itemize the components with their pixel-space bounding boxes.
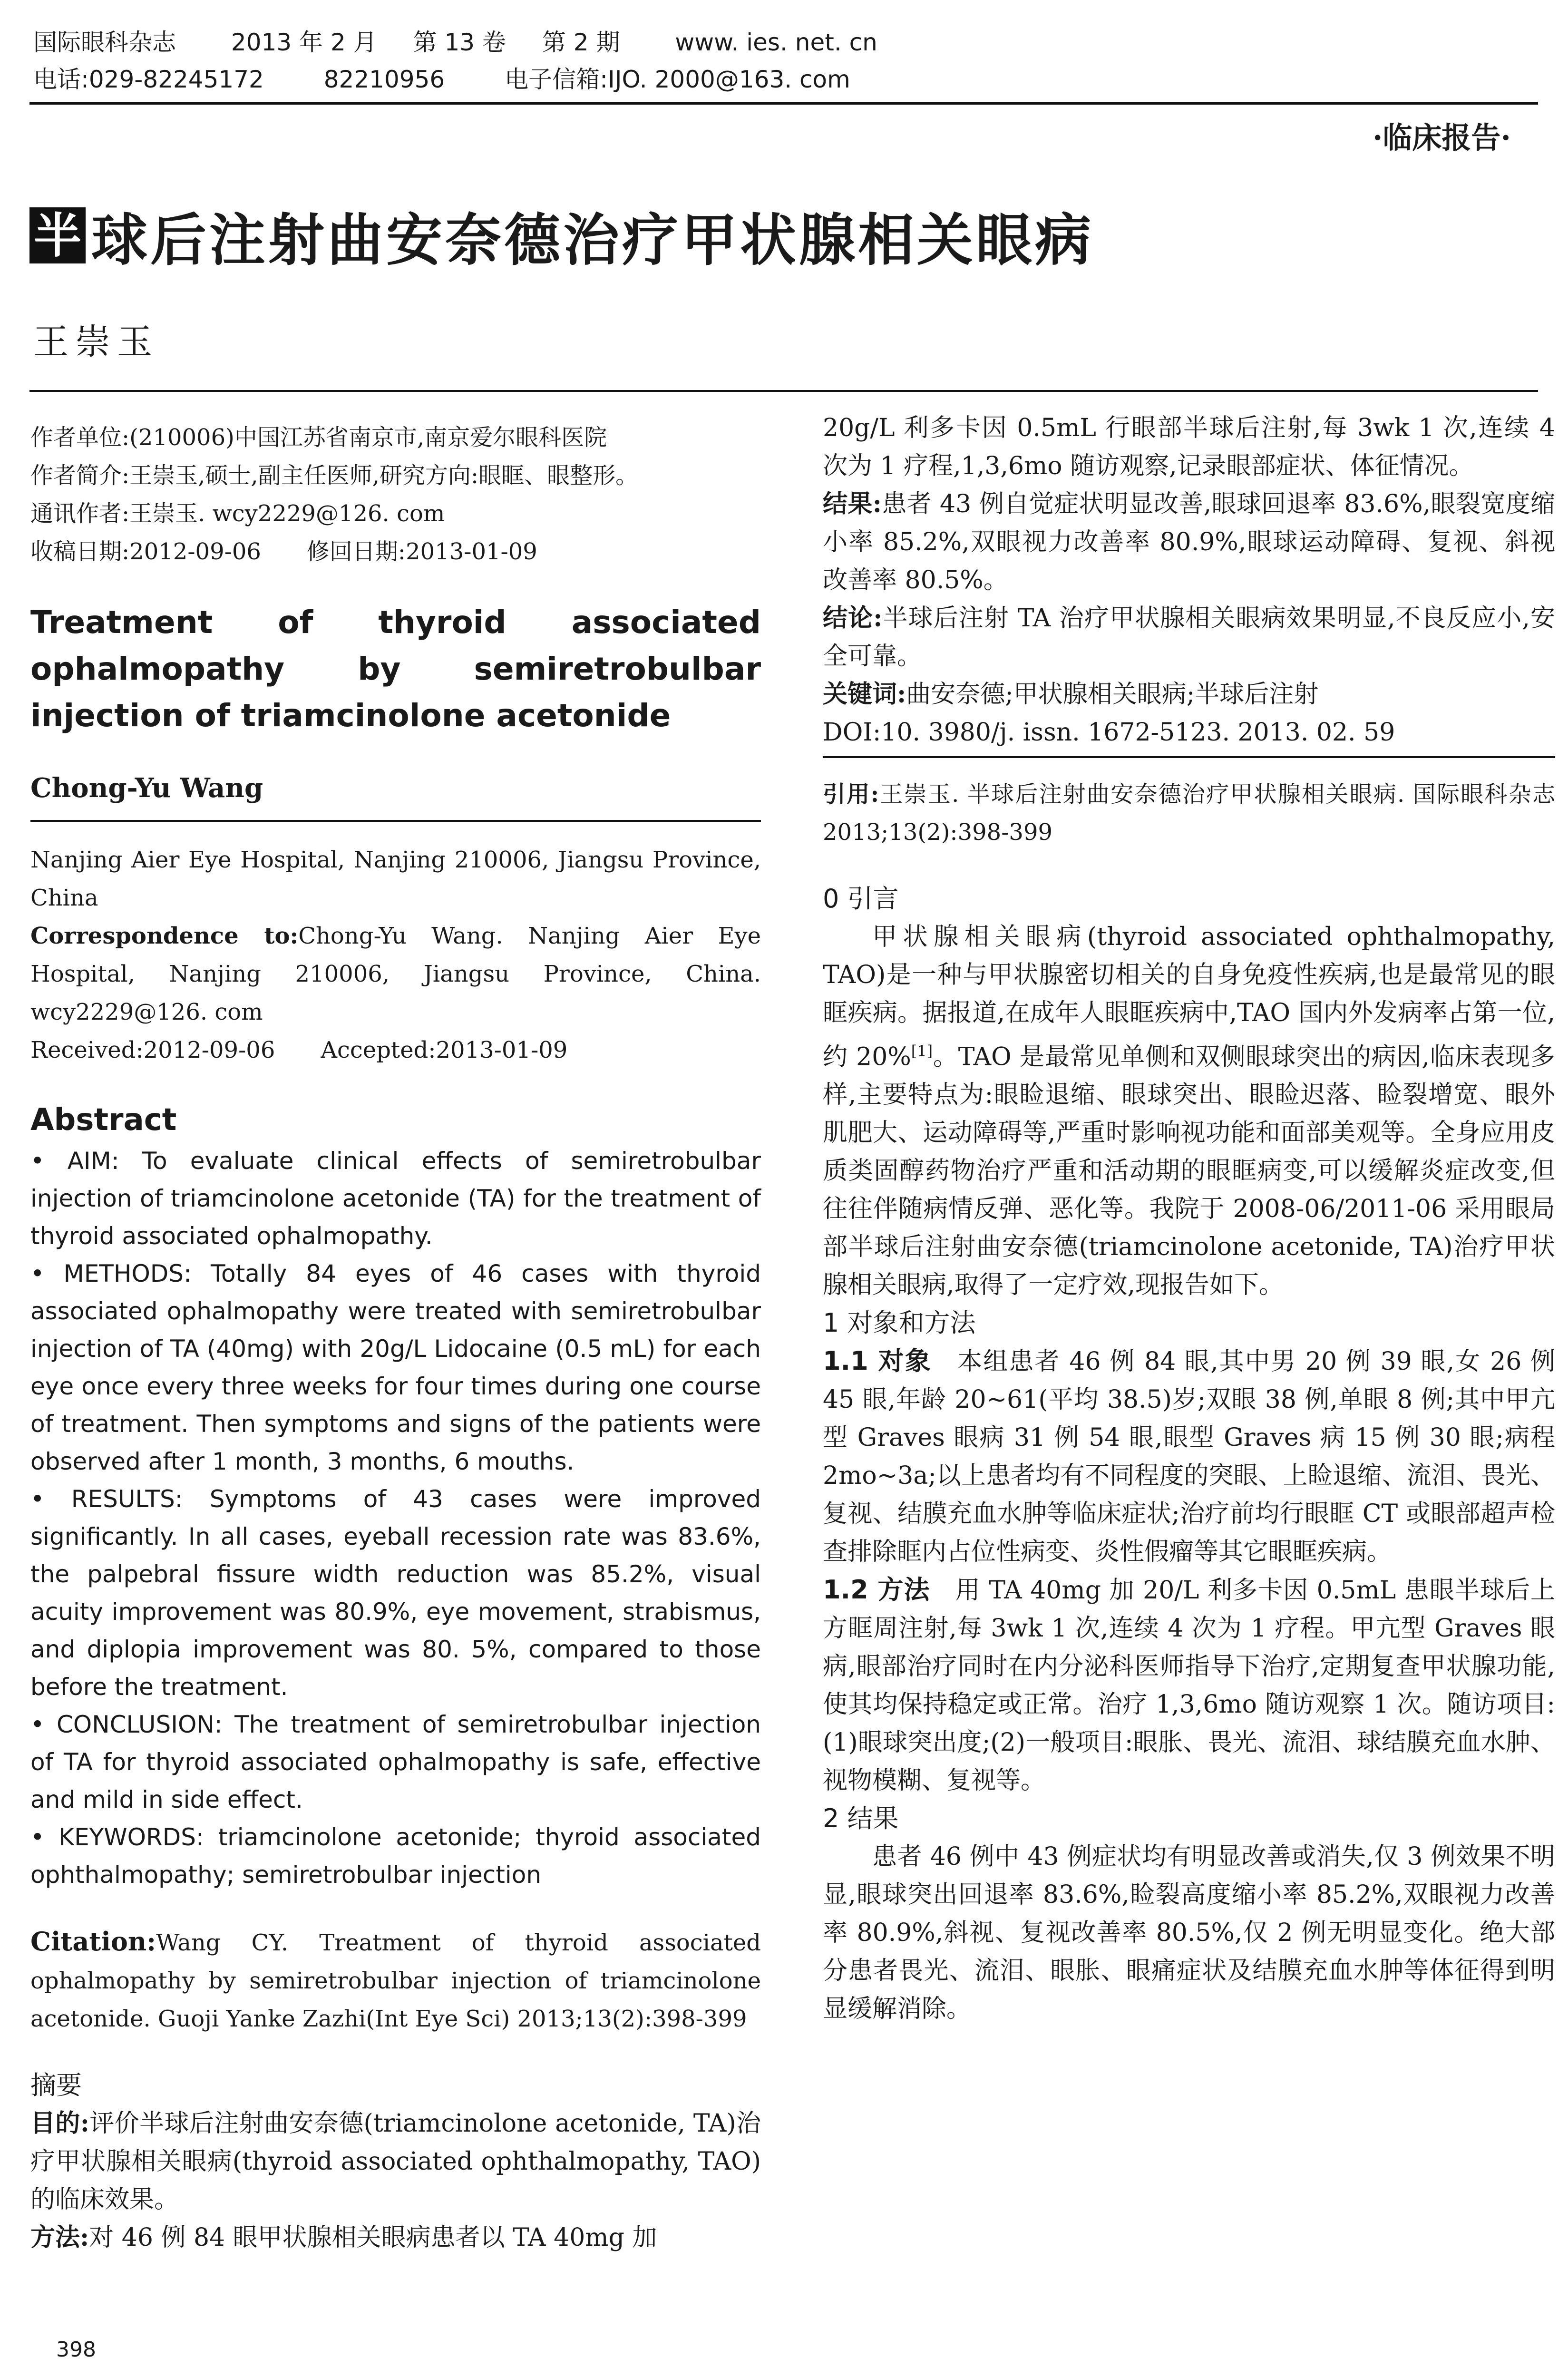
corresponding-author-cn: 通讯作者:王崇玉. wcy2229@126. com: [30, 500, 445, 527]
header-line-1: [33, 24, 1536, 61]
issue-number: 第 2 期: [542, 29, 620, 56]
header-rule: [29, 102, 1538, 105]
header-line-2: [33, 61, 1536, 98]
article-title: [29, 195, 1094, 276]
chinese-abstract-aim: [30, 2104, 761, 2219]
section-1-1: [823, 1342, 1555, 1571]
chinese-abstract-heading: 摘要: [30, 2070, 82, 2100]
author-bio-cn: 作者简介:王崇玉,硕士,副主任医师,研究方向:眼眶、眼整形。: [30, 462, 639, 489]
conclusion-label: 结论:: [823, 604, 883, 633]
received-accepted-en: Received:2012-09-06 Accepted:2013-01-09: [30, 1037, 568, 1063]
keywords-label: 关键词:: [823, 680, 906, 709]
conclusion-text: 半球后注射 TA 治疗甲状腺相关眼病效果明显,不良反应小,安全可靠。: [823, 604, 1555, 671]
correspondence-label: Correspondence to:: [30, 923, 299, 949]
chinese-abstract-method-cont: 20g/L 利多卡因 0.5mL 行眼部半球后注射,每 3wk 1 次,连续 4 次为 1 疗程,1,3,6mo 随访观察,记录眼部症状、体征情况。: [823, 414, 1555, 480]
citation-label: Citation:: [30, 1926, 156, 1957]
title-rule: [29, 390, 1538, 392]
chinese-abstract-result: [823, 485, 1555, 599]
citation-en: [30, 1922, 761, 2038]
journal-header: [33, 24, 1536, 98]
cite-text: 王崇玉. 半球后注射曲安奈德治疗甲状腺相关眼病. 国际眼科杂志 2013;13(2):398-399: [823, 781, 1555, 846]
result-text: 患者 43 例自觉症状明显改善,眼球回退率 83.6%,眼裂宽度缩小率 85.2%,双眼视力改善率 80.9%,眼球运动障碍、复视、斜视改善率 80.5%。: [823, 490, 1555, 594]
author-affiliation-cn: 作者单位:(210006)中国江苏省南京市,南京爱尔眼科医院: [30, 424, 607, 451]
citation-cn: [823, 775, 1555, 851]
section-2-text: 患者 46 例中 43 例症状均有明显改善或消失,仅 3 例效果不明显,眼球突出回退率 83.6%,睑裂高度缩小率 85.2%,双眼视力改善率 80.9%,斜视、复视改善率 80.5%,仅 2 例无明显变化。绝大部分患者畏光、流泪、眼胀、眼痛症状及结膜充血水肿等体征得到明显缓解消除。: [823, 1842, 1555, 2024]
chinese-abstract-conclusion: [823, 599, 1555, 675]
title-drop-cap: 半: [29, 207, 86, 263]
abstract-conclusion: • CONCLUSION: The treatment of semiretrobulbar injection of TA for thyroid associated ophalmopathy is safe, effective and mild in side effect.: [30, 1711, 761, 1813]
method-label: 方法:: [30, 2223, 89, 2252]
reference-marker: [1]: [911, 1042, 933, 1060]
intro-text-1: 甲状腺相关眼病(thyroid associated ophthalmopathy, TAO)是一种与甲状腺密切相关的自身免疫性疾病,也是最常见的眼眶疾病。据报道,在成年人眼眶疾病中,TAO 国内外发病率占第一位,约 20%: [823, 923, 1555, 1072]
section-tag: ·临床报告·: [1372, 120, 1511, 155]
section-1-2-label: 1.2 方法: [823, 1575, 930, 1605]
english-affiliation: Nanjing Aier Eye Hospital, Nanjing 210006, Jiangsu Province, China: [30, 847, 761, 911]
journal-phone-2: 82210956: [323, 66, 445, 93]
doi: DOI:10. 3980/j. issn. 1672-5123. 2013. 02. 59: [823, 718, 1395, 747]
section-1-2-text: 用 TA 40mg 加 20/L 利多卡因 0.5mL 患眼半球后上方眶周注射,每 3wk 1 次,连续 4 次为 1 疗程。甲亢型 Graves 眼病,眼部治疗同时在内分泌科医师指导下治疗,定期复查甲状腺功能,使其均保持稳定或正常。治疗 1,3,6mo 随访观察 1 次。随访项目:(1)眼球突出度;(2)一般项目:眼胀、畏光、流泪、球结膜充血水肿、视物模糊、复视等。: [823, 1576, 1555, 1795]
aim-label: 目的:: [30, 2109, 89, 2138]
correspondence-text: Chong-Yu Wang. Nanjing Aier Eye Hospital, Nanjing 210006, Jiangsu Province, China. wcy2229@126. com: [30, 923, 761, 1025]
section-1-1-label: 1.1 对象: [823, 1346, 932, 1376]
title-text: 球后注射曲安奈德治疗甲状腺相关眼病: [91, 207, 1094, 273]
chinese-abstract-method: [30, 2219, 761, 2257]
journal-website: www. ies. net. cn: [675, 29, 877, 56]
abstract-results: • RESULTS: Symptoms of 43 cases were improved significantly. In all cases, eyeball recession rate was 83.6%, the palpebral fissure width reduction was 85.2%, visual acuity improvement was 80.9%, eye movement, strabismus, and diplopia improvement was 80. 5%, compared to those before the treatment.: [30, 1485, 761, 1701]
journal-phone: 电话:029-82245172: [33, 66, 264, 93]
issue-date: 2013 年 2 月: [231, 29, 377, 56]
intro-paragraph: [823, 918, 1555, 1304]
section-1-2: [823, 1571, 1555, 1800]
author-chinese: 王崇玉: [33, 321, 159, 362]
volume: 第 13 卷: [413, 29, 506, 56]
abstract-methods: • METHODS: Totally 84 eyes of 46 cases with thyroid associated ophalmopathy were treated with semiretrobulbar injection of TA (40mg) with 20g/L Lidocaine (0.5 mL) for each eye once every three weeks for four times during one course of treatment. Then symptoms and signs of the patients were observed after 1 month, 3 months, 6 mouths.: [30, 1260, 761, 1475]
journal-name: 国际眼科杂志: [33, 29, 176, 56]
left-column: [30, 404, 761, 2257]
english-author: Chong-Yu Wang: [30, 772, 263, 804]
english-title: Treatment of thyroid associated ophalmopathy by semiretrobulbar injection of triamcinolone acetonide: [30, 604, 761, 734]
abstract-aim: • AIM: To evaluate clinical effects of semiretrobulbar injection of triamcinolone acetonide (TA) for the treatment of thyroid associated ophalmopathy.: [30, 1147, 761, 1250]
english-correspondence: [30, 917, 761, 1031]
intro-text-2: 。TAO 是最常见单侧和双侧眼球突出的病因,临床表现多样,主要特点为:眼睑退缩、眼球突出、眼睑迟落、睑裂增宽、眼外肌肥大、运动障碍等,严重时影响视功能和面部美观等。全身应用皮质类固醇药物治疗严重和活动期的眼眶病变,可以缓解炎症改变,但往往伴随病情反弹、恶化等。我院于 2008-06/2011-06 采用眼局部半球后注射曲安奈德(triamcinolone acetonide, TA)治疗甲状腺相关眼病,取得了一定疗效,现报告如下。: [823, 1042, 1555, 1300]
keywords-text: 曲安奈德;甲状腺相关眼病;半球后注射: [906, 680, 1319, 709]
journal-email: 电子信箱:IJO. 2000@163. com: [505, 66, 850, 93]
chinese-keywords: [823, 675, 1555, 713]
method-text: 对 46 例 84 眼甲状腺相关眼病患者以 TA 40mg 加: [89, 2223, 657, 2252]
section-1-1-text: 本组患者 46 例 84 眼,其中男 20 例 39 眼,女 26 例 45 眼,年龄 20~61(平均 38.5)岁;双眼 38 例,单眼 8 例;其中甲亢型 Graves 眼病 31 例 54 眼,眼型 Graves 病 15 例 30 眼;病程 2mo~3a;以上患者均有不同程度的突眼、上睑退缩、流泪、畏光、复视、结膜充血水肿等临床症状;治疗前均行眼眶 CT 或眼部超声检查排除眶内占位性病变、炎性假瘤等其它眼眶疾病。: [823, 1347, 1555, 1567]
section-1-heading: 1 对象和方法: [823, 1308, 976, 1338]
abstract-heading: Abstract: [30, 1102, 177, 1138]
aim-text: 评价半球后注射曲安奈德(triamcinolone acetonide, TA)治疗甲状腺相关眼病(thyroid associated ophthalmopathy, TAO)的临床效果。: [30, 2109, 761, 2214]
right-column: [823, 404, 1555, 2028]
result-label: 结果:: [823, 489, 882, 518]
citation-text: Wang CY. Treatment of thyroid associated ophalmopathy by semiretrobulbar injection of triamcinolone acetonide. Guoji Yanke Zazhi(Int Eye Sci) 2013;13(2):398-399: [30, 1929, 761, 2032]
section-2-heading: 2 结果: [823, 1803, 899, 1834]
abstract-keywords: • KEYWORDS: triamcinolone acetonide; thyroid associated ophthalmopathy; semiretrobulbar injection: [30, 1823, 761, 1889]
page-number: 398: [56, 2338, 96, 2362]
cite-label: 引用:: [823, 781, 879, 808]
received-dates-cn: 收稿日期:2012-09-06 修回日期:2013-01-09: [30, 538, 537, 565]
intro-heading: 0 引言: [823, 884, 899, 914]
